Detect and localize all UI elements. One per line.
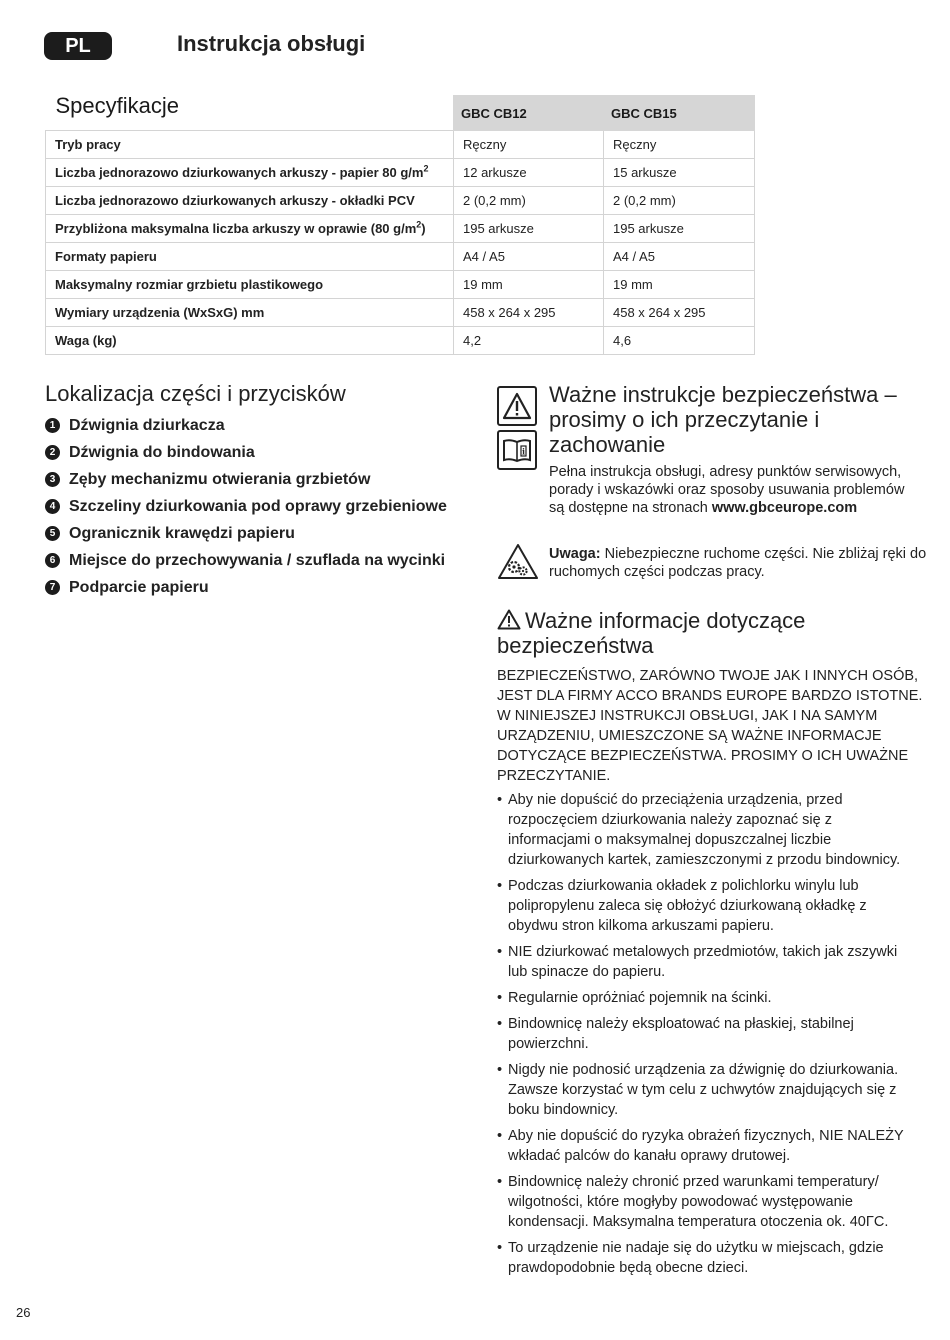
spec-label bbox=[46, 299, 454, 327]
safety-bullet: • NIE dziurkować metalowych przedmiotów, takich jak zszywki lub spinacze do papieru. bbox=[497, 942, 917, 982]
spec-label bbox=[46, 187, 454, 215]
spec-heading-cell bbox=[46, 92, 454, 131]
spec-label-text: Waga (kg) bbox=[55, 333, 117, 348]
part-item bbox=[45, 547, 447, 574]
spec-row bbox=[46, 327, 755, 355]
spec-value-cb15: 15 arkusze bbox=[604, 159, 755, 187]
spec-heading: Specyfikacje bbox=[55, 92, 180, 118]
spec-value-cb15: 2 (0,2 mm) bbox=[604, 187, 755, 215]
spec-label bbox=[46, 159, 454, 187]
warning-text: Niebezpieczne ruchome części. Nie zbliżaj ręki do ruchomych części podczas pracy. bbox=[549, 546, 927, 580]
part-item bbox=[45, 412, 447, 439]
spec-label-text: Maksymalny rozmiar grzbietu plastikowego bbox=[55, 277, 324, 292]
svg-text:i: i bbox=[521, 446, 526, 457]
safety-title-text: Ważne informacje dotyczące bezpieczeństwa bbox=[497, 608, 806, 658]
safety-bullet: • Aby nie dopuścić do przeciążenia urządzenia, przed rozpoczęciem dziurkowania należy zapoznać się z informacjami o maksymalnej dopuszczalnej liczbie dziurkowanych kartek, zamieszczonymi z przodu bindownicy. bbox=[497, 790, 917, 870]
spec-value-cb15: A4 / A5 bbox=[604, 243, 755, 271]
spec-label bbox=[46, 215, 454, 243]
spec-label bbox=[46, 327, 454, 355]
spec-row bbox=[46, 243, 755, 271]
spec-value-cb12: 19 mm bbox=[454, 271, 604, 299]
spec-value-cb12: A4 / A5 bbox=[454, 243, 604, 271]
important-body-text: Pełna instrukcja obsługi, adresy punktów serwisowych, porady i wskazówki oraz sposoby usuwania problemów są dostępne na stronach bbox=[549, 464, 905, 516]
spec-row bbox=[46, 299, 755, 327]
safety-bullet: • Aby nie dopuścić do ryzyka obrażeń fizycznych, NIE NALEŻY wkładać palców do kanału oprawy drutowej. bbox=[497, 1126, 917, 1166]
parts-heading: Lokalizacja części i przycisków bbox=[45, 381, 346, 406]
part-item bbox=[45, 439, 447, 466]
part-number-badge: 1 bbox=[45, 418, 60, 433]
safety-bullet: • Bindownicę należy eksploatować na płaskiej, stabilnej powierzchni. bbox=[497, 1014, 917, 1054]
spec-label-text: Tryb pracy bbox=[55, 137, 121, 152]
part-item bbox=[45, 493, 447, 520]
spec-table bbox=[45, 92, 755, 355]
part-label: Podparcie papieru bbox=[69, 578, 209, 596]
spec-label-text: Wymiary urządzenia (WxSxG) mm bbox=[55, 305, 265, 320]
spec-value-cb15: 195 arkusze bbox=[604, 215, 755, 243]
safety-info-title bbox=[497, 608, 917, 658]
part-label: Miejsce do przechowywania / szuflada na wycinki bbox=[69, 551, 446, 569]
part-number-badge: 3 bbox=[45, 472, 60, 487]
part-item bbox=[45, 520, 447, 547]
spec-value-cb12: 458 x 264 x 295 bbox=[454, 299, 604, 327]
part-label: Ogranicznik krawędzi papieru bbox=[69, 524, 295, 542]
spec-label-text: Formaty papieru bbox=[55, 249, 157, 264]
warning-triangle-icon bbox=[497, 609, 521, 630]
page-number: 26 bbox=[16, 1305, 31, 1320]
spec-value-cb15: 19 mm bbox=[604, 271, 755, 299]
spec-row bbox=[46, 131, 755, 159]
spec-row bbox=[46, 271, 755, 299]
spec-row bbox=[46, 187, 755, 215]
instruction-icons bbox=[497, 386, 537, 474]
spec-value-cb15: Ręczny bbox=[604, 131, 755, 159]
spec-label-superscript: 2 bbox=[423, 163, 429, 174]
part-number-badge: 7 bbox=[45, 580, 60, 595]
spec-header-row bbox=[46, 96, 755, 131]
spec-label-suffix: ) bbox=[421, 221, 426, 236]
spec-label-text: Liczba jednorazowo dziurkowanych arkuszy - papier 80 g/m bbox=[55, 165, 424, 180]
part-item bbox=[45, 466, 447, 493]
part-label: Zęby mechanizmu otwierania grzbietów bbox=[69, 470, 371, 488]
spec-value-cb12: Ręczny bbox=[454, 131, 604, 159]
safety-bullet: • Bindownicę należy chronić przed warunkami temperatury/ wilgotności, które mogłyby powodować występowanie kondensacji. Maksymalna temperatura otoczenia ok. 40ΓC. bbox=[497, 1172, 917, 1232]
read-manual-icon bbox=[497, 430, 537, 470]
spec-label bbox=[46, 243, 454, 271]
important-instructions-title: Ważne instrukcje bezpieczeństwa – prosimy o ich przeczytanie i zachowanie bbox=[549, 382, 897, 457]
moving-parts-warning-icon bbox=[497, 543, 539, 586]
spec-value-cb12: 195 arkusze bbox=[454, 215, 604, 243]
spec-label bbox=[46, 271, 454, 299]
website-link[interactable]: www.gbceurope.com bbox=[711, 500, 858, 516]
part-label: Dźwignia do bindowania bbox=[69, 443, 255, 461]
safety-bullet: • To urządzenie nie nadaje się do użytku w miejscach, gdzie prawdopodobnie będą obecne dzieci. bbox=[497, 1238, 917, 1278]
important-instructions-body bbox=[549, 463, 909, 517]
safety-bullet: • Podczas dziurkowania okładek z polichlorku winylu lub polipropylenu zaleca się obłożyć dziurkowaną okładkę z obydwu stron kilkoma arkuszami papieru. bbox=[497, 876, 917, 936]
model-cb12-header: GBC CB12 bbox=[454, 96, 604, 131]
spec-value-cb12: 12 arkusze bbox=[454, 159, 604, 187]
safety-bullet-list bbox=[497, 790, 917, 1284]
spec-row bbox=[46, 215, 755, 243]
part-item bbox=[45, 574, 447, 601]
safety-bullet: • Regularnie opróżniać pojemnik na ścinki. bbox=[497, 988, 917, 1008]
spec-value-cb12: 4,2 bbox=[454, 327, 604, 355]
part-label: Dźwignia dziurkacza bbox=[69, 416, 225, 434]
spec-label bbox=[46, 131, 454, 159]
part-number-badge: 6 bbox=[45, 553, 60, 568]
spec-row bbox=[46, 159, 755, 187]
safety-bullet: • Nigdy nie podnosić urządzenia za dźwignię do dziurkowania. Zawsze korzystać w tym celu z uchwytów znajdujących się z boku bindownicy. bbox=[497, 1060, 917, 1120]
warning-label: Uwaga: bbox=[549, 546, 601, 562]
spec-label-text: Liczba jednorazowo dziurkowanych arkuszy - okładki PCV bbox=[55, 193, 415, 208]
spec-value-cb15: 4,6 bbox=[604, 327, 755, 355]
spec-label-superscript: 2 bbox=[416, 219, 422, 230]
parts-list bbox=[45, 412, 447, 601]
safety-caps-paragraph: BEZPIECZEŃSTWO, ZARÓWNO TWOJE JAK I INNYCH OSÓB, JEST DLA FIRMY ACCO BRANDS EUROPE BARDZO ISTOTNE. W NINIEJSZEJ INSTRUKCJI OBSŁUGI, JAK I NA SAMYM URZĄDZENIU, UMIESZCZONE SĄ WAŻNE INFORMACJE DOTYCZĄCE BEZPIECZEŃSTWA. PROSIMY O ICH UWAŻNE PRZECZYTANIE. bbox=[497, 668, 923, 784]
language-badge: PL bbox=[44, 32, 112, 60]
warning-triangle-icon bbox=[497, 386, 537, 426]
part-number-badge: 4 bbox=[45, 499, 60, 514]
model-cb15-header: GBC CB15 bbox=[604, 96, 755, 131]
moving-parts-warning bbox=[549, 545, 929, 581]
page-title: Instrukcja obsługi bbox=[177, 31, 366, 56]
part-label: Szczeliny dziurkowania pod oprawy grzebieniowe bbox=[69, 497, 447, 515]
part-number-badge: 5 bbox=[45, 526, 60, 541]
spec-value-cb12: 2 (0,2 mm) bbox=[454, 187, 604, 215]
spec-label-text: Przybliżona maksymalna liczba arkuszy w oprawie (80 g/m bbox=[55, 221, 417, 236]
spec-value-cb15: 458 x 264 x 295 bbox=[604, 299, 755, 327]
part-number-badge: 2 bbox=[45, 445, 60, 460]
